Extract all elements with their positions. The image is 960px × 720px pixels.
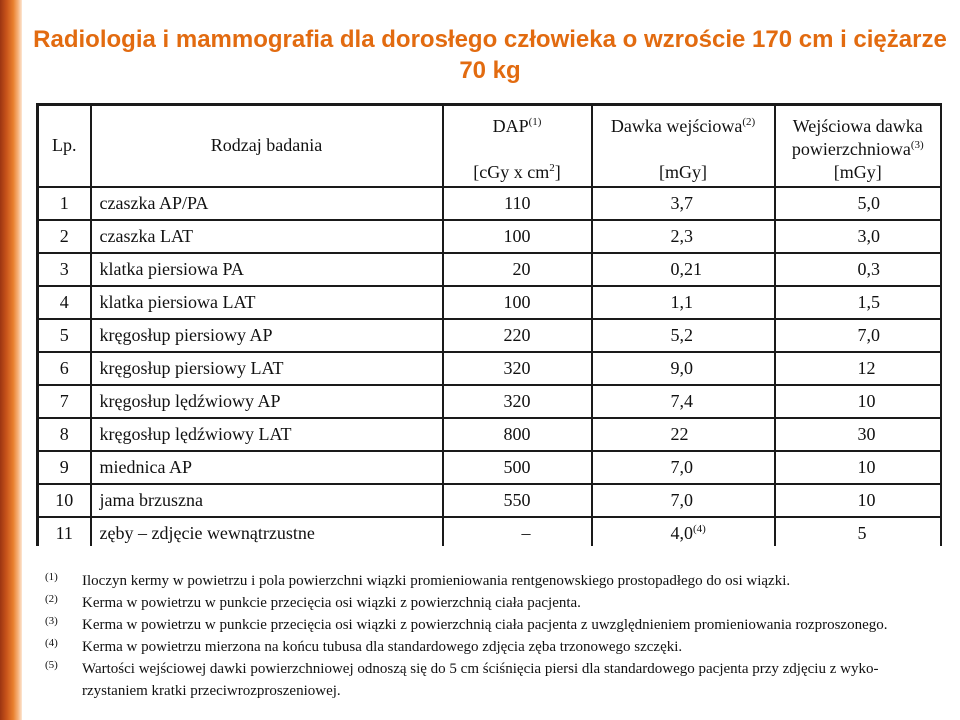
header-entrance-dose-label: Dawka wejściowa <box>610 116 743 136</box>
footnote-marker: (4) <box>45 637 58 649</box>
cell-entrance-surface-dose: 12 <box>775 352 942 385</box>
footnote-text-line: rzystaniem kratki przeciwrozproszeniowej. <box>82 683 341 699</box>
header-exam: Rodzaj badania <box>91 105 443 187</box>
cell-entrance-surface-dose: 3,0 <box>775 220 942 253</box>
header-entrance-dose-label-line <box>599 115 768 138</box>
cell-entrance-surface-dose: 7,0 <box>775 319 942 352</box>
footnote-text: Iloczyn kermy w powietrzu i pola powierzchni wiązki promieniowania rentgenowskiego prostopadłego do osi wiązki. <box>82 573 791 589</box>
header-dap-unit-close: ] <box>554 162 561 182</box>
cell-entrance-dose-note: (4) <box>693 522 706 535</box>
cell-entrance-dose: 1,1 <box>592 286 775 319</box>
header-dap <box>443 105 592 187</box>
footnote-marker: (1) <box>45 571 58 583</box>
cell-exam: klatka piersiowa PA <box>91 253 443 286</box>
header-entrance-surface-dose <box>775 105 942 187</box>
header-dap-unit-sup: 2 <box>549 162 555 174</box>
header-lp: Lp. <box>38 105 91 187</box>
table-row <box>38 385 942 418</box>
cell-lp: 11 <box>38 517 91 547</box>
cell-exam: czaszka AP/PA <box>91 187 443 220</box>
cell-exam: miednica AP <box>91 451 443 484</box>
header-entrance-dose-unit: [mGy] <box>659 162 707 182</box>
cell-lp: 8 <box>38 418 91 451</box>
slide-title: Radiologia i mammografia dla dorosłego człowieka o wzroście 170 cm i ciężarze 70 kg <box>33 26 947 84</box>
header-dap-unit: [cGy x cm <box>473 162 550 182</box>
cell-lp: 10 <box>38 484 91 517</box>
footnotes <box>45 570 957 702</box>
cell-dap: 220 <box>443 319 592 352</box>
table-row <box>38 220 942 253</box>
header-dap-unit-line <box>450 161 585 184</box>
table-row <box>38 352 942 385</box>
cell-entrance-dose: 3,7 <box>592 187 775 220</box>
cell-entrance-surface-dose: 10 <box>775 385 942 418</box>
footnote-item <box>45 636 957 658</box>
header-entrance-surface-dose-note: (3) <box>910 139 924 151</box>
cell-entrance-dose: 0,21 <box>592 253 775 286</box>
cell-entrance-dose: 7,0 <box>592 484 775 517</box>
cell-entrance-surface-dose: 5 <box>775 517 942 547</box>
header-entrance-surface-dose-label: Wejściowa dawka powierzchniowa <box>791 116 923 159</box>
cell-lp: 2 <box>38 220 91 253</box>
footnote-text-line: Wartości wejściowej dawki powierzchniowej odnoszą się do 5 cm ściśnięcia piersi dla standardowego pacjenta przy zdjęciu z wyko- <box>82 661 879 677</box>
cell-exam: kręgosłup piersiowy LAT <box>91 352 443 385</box>
cell-dap: – <box>443 517 592 547</box>
cell-dap: 320 <box>443 352 592 385</box>
cell-dap: 800 <box>443 418 592 451</box>
cell-exam: kręgosłup piersiowy AP <box>91 319 443 352</box>
footnote-marker: (2) <box>45 593 58 605</box>
header-dap-note: (1) <box>528 116 542 128</box>
cell-entrance-surface-dose: 1,5 <box>775 286 942 319</box>
header-entrance-dose <box>592 105 775 187</box>
cell-lp: 7 <box>38 385 91 418</box>
cell-entrance-dose-value: 4,0 <box>670 522 693 543</box>
table-row <box>38 253 942 286</box>
footnote-text: Kerma w powietrzu mierzona na końcu tubusa dla standardowego zdjęcia zęba trzonowego szczęki. <box>82 639 683 655</box>
cell-dap: 110 <box>443 187 592 220</box>
cell-entrance-dose <box>592 517 775 547</box>
cell-entrance-dose: 7,0 <box>592 451 775 484</box>
table-row <box>38 286 942 319</box>
cell-dap: 100 <box>443 220 592 253</box>
header-dap-label-line <box>450 115 585 138</box>
cell-exam: klatka piersiowa LAT <box>91 286 443 319</box>
footnote-marker: (3) <box>45 615 58 627</box>
cell-entrance-surface-dose: 5,0 <box>775 187 942 220</box>
header-entrance-dose-note: (2) <box>742 116 756 128</box>
cell-lp: 9 <box>38 451 91 484</box>
cell-entrance-dose: 2,3 <box>592 220 775 253</box>
table-row <box>38 418 942 451</box>
cell-exam: jama brzuszna <box>91 484 443 517</box>
cell-lp: 4 <box>38 286 91 319</box>
cell-entrance-dose: 9,0 <box>592 352 775 385</box>
cell-entrance-dose: 7,4 <box>592 385 775 418</box>
cell-entrance-dose: 5,2 <box>592 319 775 352</box>
footnote-text: Kerma w powietrzu w punkcie przecięcia osi wiązki z powierzchnią ciała pacjenta z uwzględnieniem promieniowania rozproszonego. <box>82 617 888 633</box>
footnote-marker: (5) <box>45 659 58 671</box>
cell-dap: 500 <box>443 451 592 484</box>
table-row <box>38 517 942 547</box>
table-row <box>38 187 942 220</box>
cell-dap: 320 <box>443 385 592 418</box>
dose-table-container <box>36 103 942 546</box>
cell-entrance-dose: 22 <box>592 418 775 451</box>
footnote-item <box>45 658 957 702</box>
cell-exam: zęby – zdjęcie wewnątrzustne <box>91 517 443 547</box>
footnote-item <box>45 570 957 592</box>
cell-exam: czaszka LAT <box>91 220 443 253</box>
table-row <box>38 451 942 484</box>
header-entrance-surface-dose-label-line <box>782 115 935 161</box>
dose-table <box>36 103 942 546</box>
cell-exam: kręgosłup lędźwiowy LAT <box>91 418 443 451</box>
cell-lp: 3 <box>38 253 91 286</box>
table-row <box>38 319 942 352</box>
header-dap-label: DAP <box>492 116 529 136</box>
cell-entrance-surface-dose: 10 <box>775 484 942 517</box>
footnote-text-block <box>82 658 878 702</box>
cell-lp: 6 <box>38 352 91 385</box>
cell-entrance-surface-dose: 0,3 <box>775 253 942 286</box>
cell-dap: 100 <box>443 286 592 319</box>
footnote-item <box>45 614 957 636</box>
cell-lp: 1 <box>38 187 91 220</box>
footnote-text: Kerma w powietrzu w punkcie przecięcia osi wiązki z powierzchnią ciała pacjenta. <box>82 595 581 611</box>
header-entrance-surface-dose-unit: [mGy] <box>833 162 882 182</box>
table-row <box>38 484 942 517</box>
cell-entrance-surface-dose: 10 <box>775 451 942 484</box>
cell-lp: 5 <box>38 319 91 352</box>
cell-entrance-surface-dose: 30 <box>775 418 942 451</box>
cell-dap: 550 <box>443 484 592 517</box>
cell-exam: kręgosłup lędźwiowy AP <box>91 385 443 418</box>
footnote-item <box>45 592 957 614</box>
table-header-row <box>38 105 942 187</box>
decorative-side-strip <box>0 0 22 720</box>
cell-dap: 20 <box>443 253 592 286</box>
